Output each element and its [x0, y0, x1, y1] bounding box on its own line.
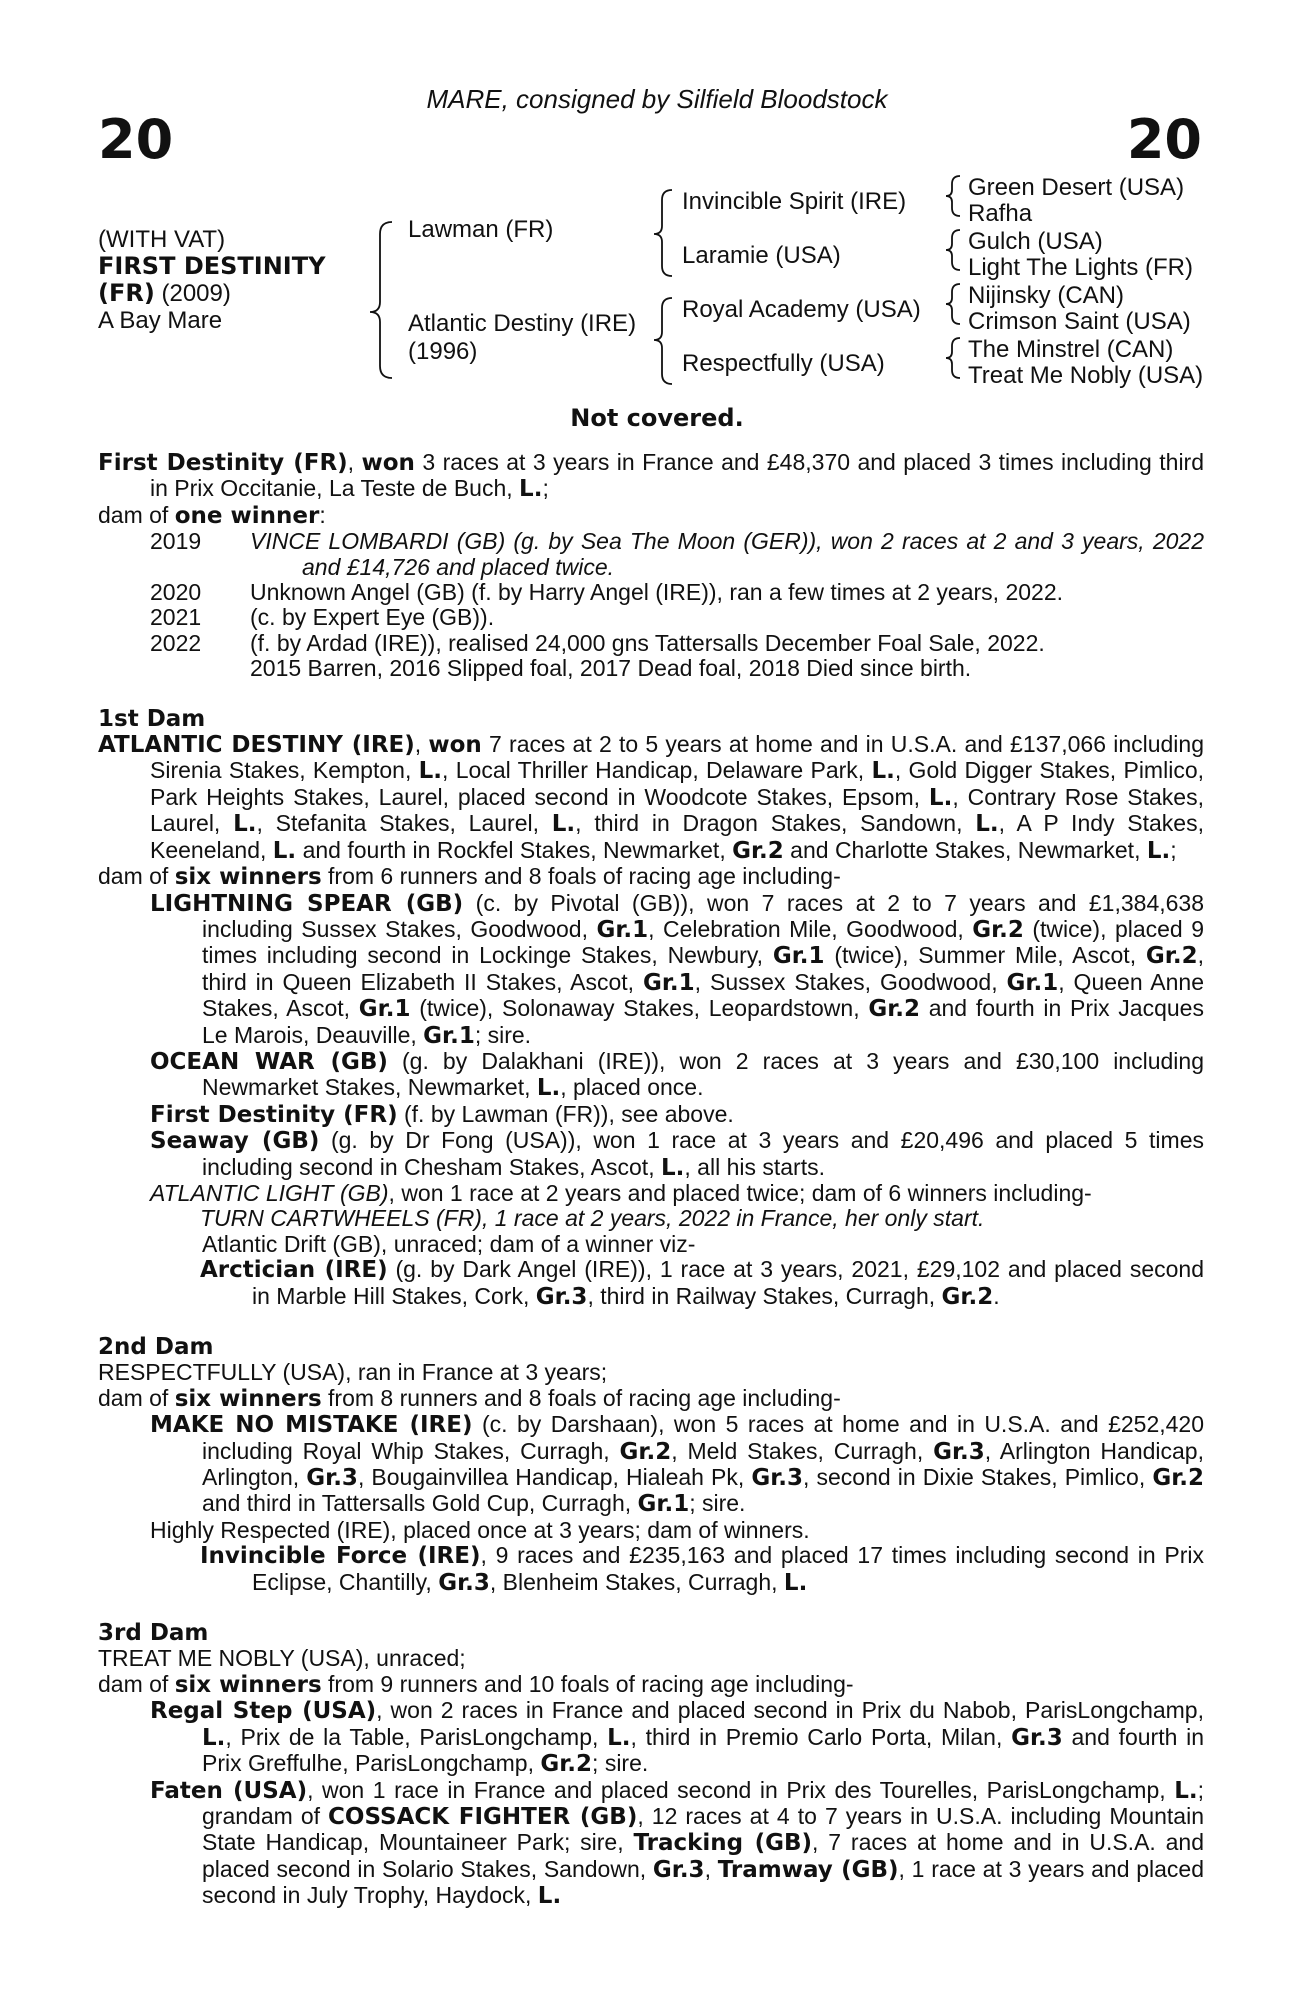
bold-run: L. [660, 1154, 685, 1181]
third-dam-line: TREAT ME NOBLY (USA), unraced; [98, 1645, 466, 1672]
bold-run: L. [928, 784, 953, 811]
third-dam-produce-line [98, 1672, 1204, 1698]
pedigree-gen3-4: Light The Lights (FR) [968, 254, 1193, 281]
text-run: , A P Indy Stakes, Keeneland, [150, 810, 1204, 863]
text-run: 7 races at 2 to 5 years at home and in U.S.A. and £137,066 including Sirenia Stakes, Kempton, [150, 731, 1204, 784]
bold-run: Gr.1 [772, 943, 825, 970]
race-record: First Destinity (FR), won 3 races at 3 years in France and £48,370 and placed 3 times including third in Prix Occitanie, La Teste de Buch, L.; [98, 449, 1205, 503]
pedigree-gen3-7: The Minstrel (CAN) [968, 336, 1174, 363]
text-run: , [704, 1855, 718, 1882]
pedigree-gen3-1: Green Desert (USA) [968, 174, 1185, 201]
bold-run: L. [607, 1724, 631, 1751]
bold-run: LIGHTNING SPEAR (GB) [150, 890, 464, 917]
text-run: (twice), Summer Mile, Ascot, [824, 942, 1146, 969]
bold-run: Regal Step (USA) [150, 1698, 377, 1725]
brace-gen3-1 [946, 176, 960, 216]
bold-run: L. [1174, 1777, 1198, 1804]
third-dam-heading: 3rd Dam [98, 1620, 209, 1647]
bold-run: L. [537, 1883, 562, 1910]
pedigree-gen3-3: Gulch (USA) [968, 228, 1103, 255]
text-run: , third in Queen Elizabeth II Stakes, Ascot, [202, 942, 1204, 995]
pedigree-gen3-5: Nijinsky (CAN) [968, 282, 1124, 309]
bold-run: Gr.2 [540, 1751, 593, 1778]
bold-run: L. [783, 1569, 808, 1596]
text-run: (f. by Lawman (FR)), see above. [397, 1100, 734, 1127]
bold-run: L. [233, 811, 257, 838]
offspring-seaway [98, 1128, 1204, 1181]
grand-offspring-arctician [98, 1257, 1204, 1310]
bold-run: six winners [174, 1385, 322, 1412]
produce-2019: VINCE LOMBARDI (GB) (g. by Sea The Moon (GER)), won 2 races at 2 and 3 years, 2022 and £14,726 and placed twice. [250, 528, 1204, 580]
bold-run: First Destinity (FR) [150, 1101, 398, 1128]
text-run: from 9 runners and 10 foals of racing age including- [321, 1670, 854, 1697]
bold-run: Seaway (GB) [150, 1128, 320, 1155]
brace-gen2-dam [654, 298, 672, 384]
vat-note: (WITH VAT) [98, 226, 226, 253]
bold-run: L. [1146, 837, 1171, 864]
text-run: . [993, 1282, 1000, 1309]
cover-status: Not covered. [570, 404, 744, 432]
pedigree-dam-dam: Respectfully (USA) [682, 350, 885, 377]
text-run: dam of [98, 1384, 175, 1411]
text-run: and fourth in Prix Greffulhe, ParisLongchamp, [202, 1723, 1205, 1777]
horse-country: (FR) [98, 279, 155, 307]
bold-run: L. [272, 837, 297, 864]
bold-run: OCEAN WAR (GB) [150, 1048, 388, 1075]
text-run: and third in Tattersalls Gold Cup, Curragh, [202, 1490, 638, 1517]
bold-run: L. [871, 758, 895, 785]
bold-run: Gr.2 [619, 1438, 672, 1465]
pedigree-dam: Atlantic Destiny (IRE) [408, 310, 637, 337]
text-run: , Contrary Rose Stakes, Laurel, [150, 783, 1204, 837]
produce-row: 2022 (f. by Ardad (IRE)), realised 24,000 gns Tattersalls December Foal Sale, 2022. [150, 629, 1045, 656]
text-run: dam of [98, 1670, 175, 1697]
pedigree-gen3-6: Crimson Saint (USA) [968, 308, 1191, 335]
produce-row: 2021 (c. by Expert Eye (GB)). [150, 604, 495, 631]
dam-of-line: dam of one winner: [98, 501, 326, 529]
second-dam-line: RESPECTFULLY (USA), ran in France at 3 years; [98, 1359, 608, 1386]
text-run: ; [1170, 836, 1177, 863]
text-run: , Queen Anne Stakes, Ascot, [202, 968, 1204, 1022]
bold-run: Gr.3 [306, 1465, 358, 1492]
bold-run: L. [536, 1075, 561, 1102]
bold-run: Gr.3 [438, 1569, 490, 1596]
produce-row: 2019 VINCE LOMBARDI (GB) (g. by Sea The Moon (GER)), won 2 races at 2 and 3 years, 2022 and £14,726 and placed twice. [150, 528, 1204, 580]
bold-run: Gr.2 [732, 837, 784, 864]
text-run: , 12 races at 4 to 7 years in U.S.A. including Mountain State Handicap, Mountaineer Park; sire, [202, 1802, 1204, 1856]
text-run: , Gold Digger Stakes, Pimlico, Park Heights Stakes, Laurel, placed second in Woodcote Stakes, Epsom, [150, 757, 1204, 810]
offspring-lightning-spear [98, 891, 1204, 1049]
brace-gen3-2 [946, 230, 960, 270]
offspring-make-no-mistake [98, 1412, 1204, 1518]
bold-run: Gr.2 [941, 1283, 994, 1310]
pedigree-dam-year: (1996) [408, 338, 478, 365]
text-run: and fourth in Rockfel Stakes, Newmarket, [296, 836, 733, 863]
brace-gen1 [370, 222, 392, 378]
bold-run: Gr.2 [1152, 1465, 1204, 1492]
bold-run: Gr.3 [1011, 1724, 1063, 1751]
bold-run: Gr.3 [652, 1856, 705, 1883]
text-run: , Local Thriller Handicap, Delaware Park, [442, 757, 872, 784]
grand-offspring-invincible-force [98, 1543, 1204, 1596]
bold-run: Gr.1 [596, 916, 649, 943]
bold-run: Gr.1 [637, 1491, 690, 1518]
bold-run: six winners [174, 1671, 322, 1698]
lot-number-left: 20 [98, 108, 174, 171]
text-run: dam of [98, 863, 175, 890]
bold-run: L. [202, 1724, 226, 1751]
text-run: (g. by Dalakhani (IRE)), won 2 races at 3 years and £30,100 including Newmarket Stakes, Newmarket, [202, 1047, 1204, 1101]
bold-run: Gr.3 [535, 1283, 588, 1310]
pedigree-dam-sire: Royal Academy (USA) [682, 296, 921, 323]
text-run: , Arlington Handicap, Arlington, [202, 1437, 1204, 1491]
text-run: , Blenheim Stakes, Curragh, [489, 1568, 784, 1595]
text-run: (c. by Darshaan), won 5 races at home and in U.S.A. and £252,420 including Royal Whip Stakes, Curragh, [202, 1411, 1204, 1464]
text-run: , Sussex Stakes, Goodwood, [694, 968, 1007, 995]
pedigree-gen3-2: Rafha [968, 200, 1033, 227]
bold-run: Gr.2 [868, 996, 920, 1023]
catalogue-body [98, 450, 1204, 1910]
bold-run: MAKE NO MISTAKE (IRE) [150, 1412, 473, 1439]
text-run: , third in Railway Stakes, Curragh, [587, 1282, 942, 1309]
bold-run: Gr.1 [642, 969, 695, 996]
offspring-atlantic-drift: Atlantic Drift (GB), unraced; dam of a winner viz- [202, 1230, 696, 1257]
bold-run: Gr.3 [933, 1438, 985, 1465]
brace-gen3-3 [946, 284, 960, 324]
text-run: , Stefanita Stakes, Laurel, [256, 810, 552, 837]
bold-run: Gr.1 [423, 1022, 475, 1049]
text-run: (twice), Solonaway Stakes, Leopardstown, [410, 995, 869, 1022]
text-run: , 7 races at home and in U.S.A. and placed second in Solario Stakes, Sandown, [202, 1829, 1205, 1882]
horse-description: A Bay Mare [98, 307, 223, 334]
bold-run: COSSACK FIGHTER (GB) [328, 1803, 638, 1830]
text-run: ; sire. [474, 1021, 532, 1048]
first-dam-heading: 1st Dam [98, 705, 206, 732]
text-run: (twice), placed 9 times including second in Lockinge Stakes, Newbury, [202, 915, 1204, 969]
produce-row: 2020 Unknown Angel (GB) (f. by Harry Angel (IRE)), ran a few times at 2 years, 2022. [150, 579, 1063, 606]
text-run: , Meld Stakes, Curragh, [671, 1437, 934, 1464]
offspring-first-destinity [98, 1102, 1204, 1128]
text-run: , won 1 race in France and placed second in Prix des Tourelles, ParisLongchamp, [307, 1776, 1175, 1803]
bold-run: Gr.2 [972, 916, 1024, 943]
text-run: from 8 runners and 8 foals of racing age including- [321, 1384, 841, 1411]
text-run: , third in Premio Carlo Porta, Milan, [630, 1723, 1012, 1750]
pedigree-sire-dam: Laramie (USA) [682, 242, 841, 269]
grand-offspring-turn-cartwheels: TURN CARTWHEELS (FR), 1 race at 2 years, 2022 in France, her only start. [200, 1205, 985, 1232]
brace-gen3-4 [946, 338, 960, 378]
bold-run: Tracking (GB) [633, 1830, 813, 1857]
offspring-regal-step [98, 1698, 1204, 1777]
lot-number-right: 20 [1126, 108, 1202, 171]
text-run: ; sire. [592, 1750, 649, 1777]
brace-gen2-sire [654, 190, 672, 276]
text-run: , 9 races and £235,163 and placed 17 times including second in Prix Eclipse, Chantilly, [252, 1542, 1204, 1595]
text-run: , Prix de la Table, ParisLongchamp, [225, 1723, 608, 1750]
bold-run: six winners [174, 864, 322, 891]
horse-name: FIRST DESTINITY [98, 252, 326, 280]
text-run: ; sire. [689, 1490, 746, 1517]
offspring-ocean-war [98, 1049, 1204, 1102]
pedigree-gen3-8: Treat Me Nobly (USA) [968, 362, 1204, 389]
bold-run: Gr.2 [1145, 943, 1198, 970]
bold-run: L. [975, 811, 999, 838]
text-run: , all his starts. [684, 1153, 825, 1180]
text-run: from 6 runners and 8 foals of racing age including- [321, 863, 841, 890]
bold-run: L. [418, 758, 443, 785]
text-run: , Celebration Mile, Goodwood, [648, 915, 973, 942]
bold-run: Gr.3 [751, 1465, 804, 1492]
bold-run: Faten (USA) [150, 1777, 308, 1804]
pedigree-sire: Lawman (FR) [408, 216, 554, 243]
text-run: and Charlotte Stakes, Newmarket, [783, 836, 1147, 863]
bold-run: Invincible Force (IRE) [200, 1543, 481, 1570]
bold-run: L. [551, 811, 576, 838]
text-run: , third in Dragon Stakes, Sandown, [575, 810, 976, 837]
text-run: , placed once. [560, 1074, 704, 1101]
text-run: , 1 race at 3 years and placed second in July Trophy, Haydock, [202, 1855, 1205, 1909]
first-dam-record: ATLANTIC DESTINY (IRE), won 7 races at 2 to 5 years at home and in U.S.A. and £137,066 including Sirenia Stakes, Kempton, L., Local Thriller Handicap, Delaware Park, L., Gold Digger Stakes, Pimlico, Park Heights Stakes, Laurel, placed second in Woodcote Stakes, Epsom, L., Contrary Rose Stakes, Laurel, L., Stefanita Stakes, Laurel, L., third in Dragon Stakes, Sandown, L., A P Indy Stakes, Keeneland, L. and fourth in Rockfel Stakes, Newmarket, Gr.2 and Charlotte Stakes, Newmarket, L.; [98, 731, 1204, 864]
text-run: (g. by Dr Fong (USA)), won 1 race at 3 years and £20,496 and placed 5 times including second in Chesham Stakes, Ascot, [202, 1127, 1204, 1180]
bold-run: Tramway (GB) [717, 1856, 899, 1883]
produce-note: 2015 Barren, 2016 Slipped foal, 2017 Dead foal, 2018 Died since birth. [250, 655, 972, 682]
second-dam-produce-line [98, 1386, 1204, 1412]
first-dam-produce-line [98, 864, 1204, 890]
consignment-line: MARE, consigned by Silfield Bloodstock [426, 84, 888, 114]
horse-year: (2009) [154, 280, 231, 307]
text-run: ; grandam of [202, 1776, 1204, 1829]
bold-run: Gr.1 [1006, 969, 1059, 996]
text-run: , won 2 races in France and placed second in Prix du Nabob, ParisLongchamp, [376, 1697, 1204, 1724]
bold-run: Arctician (IRE) [200, 1257, 388, 1284]
text-run: (g. by Dark Angel (IRE)), 1 race at 3 years, 2021, £29,102 and placed second in Marble Hill Stakes, Cork, [252, 1256, 1204, 1309]
text-run: , second in Dixie Stakes, Pimlico, [803, 1464, 1153, 1491]
offspring-faten [98, 1778, 1204, 1910]
offspring-atlantic-light: ATLANTIC LIGHT (GB), won 1 race at 2 years and placed twice; dam of 6 winners including- [150, 1179, 1092, 1206]
text-run: , Bougainvillea Handicap, Hialeah Pk, [357, 1464, 752, 1491]
bold-run: Gr.1 [358, 996, 411, 1023]
text-run: and fourth in Prix Jacques Le Marois, Deauville, [202, 995, 1204, 1048]
offspring-highly-respected: Highly Respected (IRE), placed once at 3 years; dam of winners. [150, 1516, 810, 1543]
pedigree-sire-sire: Invincible Spirit (IRE) [682, 188, 907, 215]
second-dam-heading: 2nd Dam [98, 1334, 214, 1360]
text-run: (c. by Pivotal (GB)), won 7 races at 2 to 7 years and £1,384,638 including Sussex Stakes, Goodwood, [202, 889, 1204, 942]
